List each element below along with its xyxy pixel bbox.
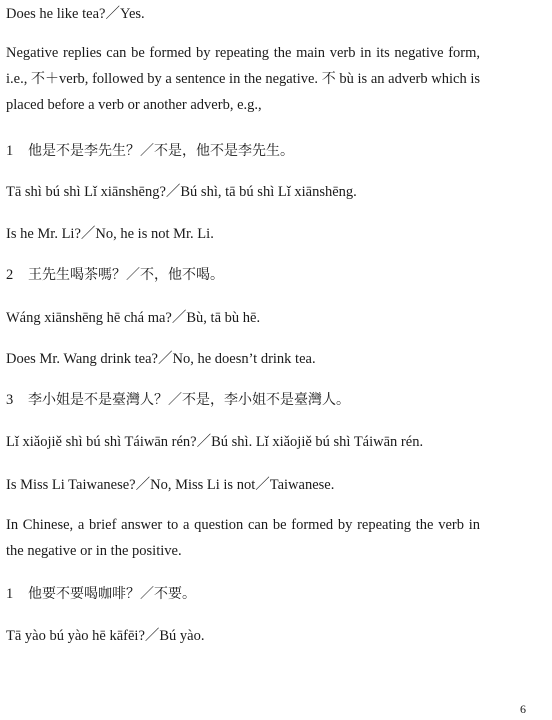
example-4-pinyin: Tā yào bú yào hē kāfēi?／Bú yào. xyxy=(6,628,205,644)
chinese-sentence: 李小姐是不是臺灣人？／不是，李小姐不是臺灣人。 xyxy=(28,392,350,408)
intro-bu-char: 不 xyxy=(321,71,336,87)
example-3-chinese xyxy=(6,391,350,409)
chinese-sentence: 他是不是李先生？／不是，他不是李先生。 xyxy=(28,143,294,159)
example-3-pinyin: Lǐ xiǎojiě shì bú shì Táiwān rén?／Bú shì. Lǐ xiǎojiě bú shì Táiwān rén. xyxy=(6,434,424,450)
chinese-sentence: 王先生喝茶嗎？／不，他不喝。 xyxy=(28,267,224,283)
chinese-sentence: 他要不要喝咖啡？／不要。 xyxy=(28,586,196,602)
line-yes-answer: Does he like tea?／Yes. xyxy=(6,6,145,22)
page-number: 6 xyxy=(520,702,526,716)
example-2-pinyin: Wáng xiānshēng hē chá ma?／Bù, tā bù hē. xyxy=(6,310,261,326)
example-3-english: Is Miss Li Taiwanese?／No, Miss Li is not／Taiwanese. xyxy=(6,477,335,493)
example-1-pinyin: Tā shì bú shì Lǐ xiānshēng?／Bú shì, tā bú shì Lǐ xiānshēng. xyxy=(6,184,357,200)
intro-text-a: Negative replies can be formed by repeating the main verb in its negative form, i.e., xyxy=(6,45,480,87)
example-number: 1 xyxy=(6,143,14,159)
example-1-english: Is he Mr. Li?／No, he is not Mr. Li. xyxy=(6,226,214,242)
example-2-english: Does Mr. Wang drink tea?／No, he doesn’t drink tea. xyxy=(6,351,316,367)
example-number: 2 xyxy=(6,267,14,283)
intro-bu-verb: 不＋ xyxy=(30,71,60,87)
example-4-chinese xyxy=(6,585,196,603)
example-number: 3 xyxy=(6,392,14,408)
paragraph-negative-replies xyxy=(6,40,480,118)
example-1-chinese xyxy=(6,142,294,160)
paragraph-brief-answer: In Chinese, a brief answer to a question can be formed by repeating the verb in the negative or in the positive. xyxy=(6,517,480,559)
intro-text-b: verb, followed by a sentence in the negative. xyxy=(59,71,322,87)
example-2-chinese xyxy=(6,266,224,284)
example-number: 1 xyxy=(6,586,14,602)
intro-text-c: bù is an adverb which is placed before a verb or another adverb, e.g., xyxy=(6,71,481,113)
